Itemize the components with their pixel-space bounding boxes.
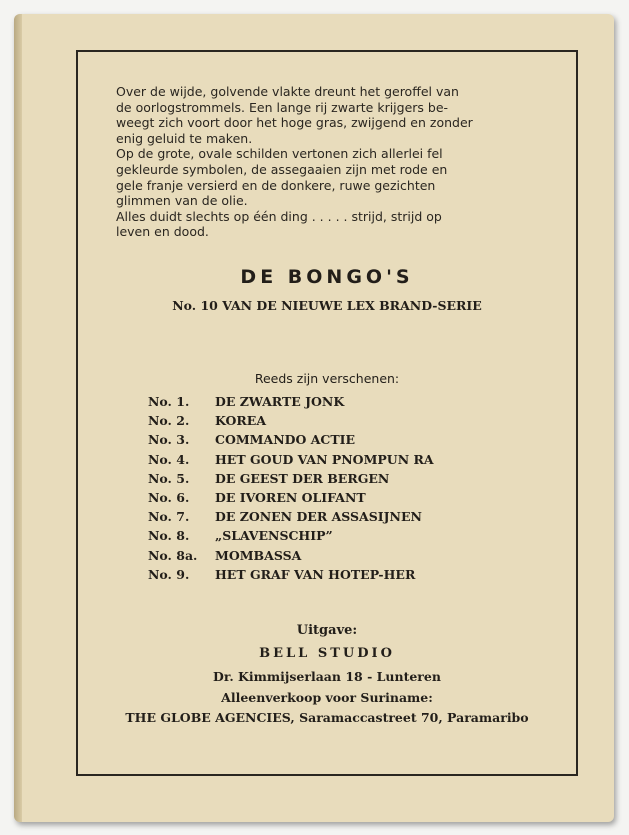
publisher-address: Dr. Kimmijserlaan 18 - Lunteren bbox=[213, 669, 441, 684]
issue-number: No. 2. bbox=[148, 413, 190, 429]
blurb-line: glimmen van de olie. bbox=[116, 193, 248, 209]
blurb-line: Op de grote, ovale schilden vertonen zich allerlei fel bbox=[116, 146, 443, 162]
list-item bbox=[148, 392, 548, 411]
distributor-label: Alleenverkoop voor Suriname: bbox=[221, 690, 433, 705]
list-item bbox=[148, 411, 548, 430]
issue-number: No. 1. bbox=[148, 394, 190, 409]
issue-number: No. 8a. bbox=[148, 547, 198, 563]
issue-number: No. 7. bbox=[148, 509, 190, 525]
issue-title: DE ZWARTE JONK bbox=[215, 394, 345, 409]
distributor-info: THE GLOBE AGENCIES, Saramaccastreet 70, Paramaribo bbox=[125, 710, 529, 725]
publisher-label: Uitgave: bbox=[296, 623, 358, 638]
list-item bbox=[148, 546, 548, 565]
issue-title: HET GRAF VAN HOTEP-HER bbox=[215, 566, 416, 582]
blurb-line: Alles duidt slechts op één ding . . . . . strijd, strijd op bbox=[116, 208, 442, 224]
list-item bbox=[148, 430, 548, 449]
published-list-heading: Reeds zijn verschenen: bbox=[254, 371, 400, 386]
blurb-line: enig geluid te maken. bbox=[116, 130, 253, 146]
list-item bbox=[148, 450, 548, 469]
published-issues-list bbox=[148, 392, 548, 584]
issue-title: DE GEEST DER BERGEN bbox=[215, 470, 390, 486]
publisher-name: BELL STUDIO bbox=[259, 646, 395, 661]
blurb-text bbox=[116, 84, 546, 240]
list-item bbox=[148, 565, 548, 584]
issue-number: No. 4. bbox=[148, 451, 190, 467]
blurb-line: de oorlogstrommels. Een lange rij zwarte krijgers be- bbox=[116, 99, 449, 115]
issue-title: COMMANDO ACTIE bbox=[215, 432, 356, 448]
issue-title: MOMBASSA bbox=[215, 547, 302, 563]
list-item bbox=[148, 526, 548, 545]
list-item bbox=[148, 488, 548, 507]
issue-number: No. 6. bbox=[148, 489, 190, 505]
book-title: DE BONGO'S bbox=[240, 266, 414, 288]
issue-title: DE ZONEN DER ASSASIJNEN bbox=[215, 509, 422, 525]
book-spine-edge bbox=[14, 14, 22, 822]
blurb-line: gekleurde symbolen, de assegaaien zijn met rode en bbox=[116, 161, 448, 177]
issue-number: No. 9. bbox=[148, 566, 190, 582]
issue-title: DE IVOREN OLIFANT bbox=[215, 489, 366, 505]
list-item bbox=[148, 469, 548, 488]
issue-number: No. 8. bbox=[148, 528, 190, 544]
issue-title: HET GOUD VAN PNOMPUN RA bbox=[215, 451, 434, 467]
issue-title: KOREA bbox=[215, 413, 267, 429]
issue-number: No. 5. bbox=[148, 470, 190, 486]
blurb-line: weegt zich voort door het hoge gras, zwijgend en zonder bbox=[116, 115, 473, 131]
publisher-block bbox=[76, 620, 578, 728]
series-subtitle: No. 10 VAN DE NIEUWE LEX BRAND-SERIE bbox=[172, 298, 482, 313]
list-item bbox=[148, 507, 548, 526]
blurb-line: Over de wijde, golvende vlakte dreunt het geroffel van bbox=[116, 84, 459, 99]
issue-title: „SLAVENSCHIP” bbox=[215, 528, 333, 544]
issue-number: No. 3. bbox=[148, 432, 190, 448]
blurb-line: leven en dood. bbox=[116, 224, 209, 240]
blurb-line: gele franje versierd en de donkere, ruwe gezichten bbox=[116, 177, 436, 193]
